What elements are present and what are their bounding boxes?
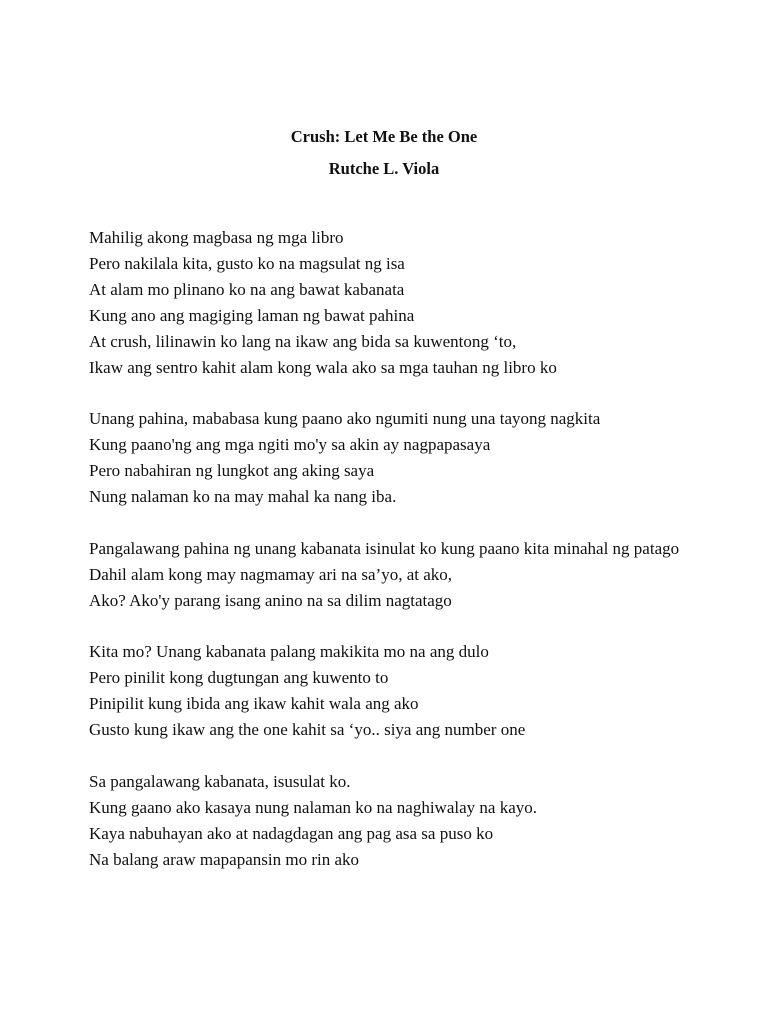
poem-line: Kita mo? Unang kabanata palang makikita mo na ang dulo [89, 642, 489, 662]
poem-line: Pero nabahiran ng lungkot ang aking saya [89, 461, 375, 481]
poem-line: Pero pinilit kong dugtungan ang kuwento to [89, 668, 389, 688]
poem-line: Nung nalaman ko na may mahal ka nang iba. [89, 487, 397, 507]
stanza-2 [89, 406, 689, 510]
poem-line: Unang pahina, mababasa kung paano ako ngumiti nung una tayong nagkita [89, 409, 601, 429]
poem-line: Sa pangalawang kabanata, isusulat ko. [89, 771, 351, 791]
poem-body [89, 225, 689, 898]
poem-line: Ikaw ang sentro kahit alam kong wala ako sa mga tauhan ng libro ko [89, 357, 557, 377]
poem-line: Kung gaano ako kasaya nung nalaman ko na naghiwalay na kayo. [89, 797, 537, 817]
stanza-1 [89, 225, 689, 380]
stanza-3 [89, 536, 689, 614]
poem-line: Kaya nabuhayan ako at nadagdagan ang pag asa sa puso ko [89, 823, 494, 843]
poem-line: At alam mo plinano ko na ang bawat kabanata [89, 279, 405, 299]
poem-line: Na balang araw mapapansin mo rin ako [89, 849, 360, 869]
stanza-4 [89, 639, 689, 743]
poem-line: Pero nakilala kita, gusto ko na magsulat ng isa [89, 253, 405, 273]
poem-line: Pangalawang pahina ng unang kabanata isinulat ko kung paano kita minahal ng patago [89, 538, 680, 558]
stanza-5 [89, 769, 689, 873]
poem-line: Kung ano ang magiging laman ng bawat pahina [89, 305, 415, 325]
poem-line: Ako? Ako'y parang isang anino na sa dilim nagtatago [89, 590, 452, 610]
document-title: Crush: Let Me Be the One [290, 127, 478, 146]
poem-line: Pinipilit kung ibida ang ikaw kahit wala ang ako [89, 694, 419, 714]
poem-line: Gusto kung ikaw ang the one kahit sa ‘yo.. siya ang number one [89, 720, 526, 740]
poem-line: Kung paano'ng ang mga ngiti mo'y sa akin ay nagpapasaya [89, 435, 491, 455]
poem-line: Dahil alam kong may nagmamay ari na sa’yo, at ako, [89, 564, 453, 584]
poem-line: At crush, lilinawin ko lang na ikaw ang bida sa kuwentong ‘to, [89, 331, 517, 351]
document-author: Rutche L. Viola [328, 159, 440, 178]
poem-line: Mahilig akong magbasa ng mga libro [89, 228, 344, 247]
